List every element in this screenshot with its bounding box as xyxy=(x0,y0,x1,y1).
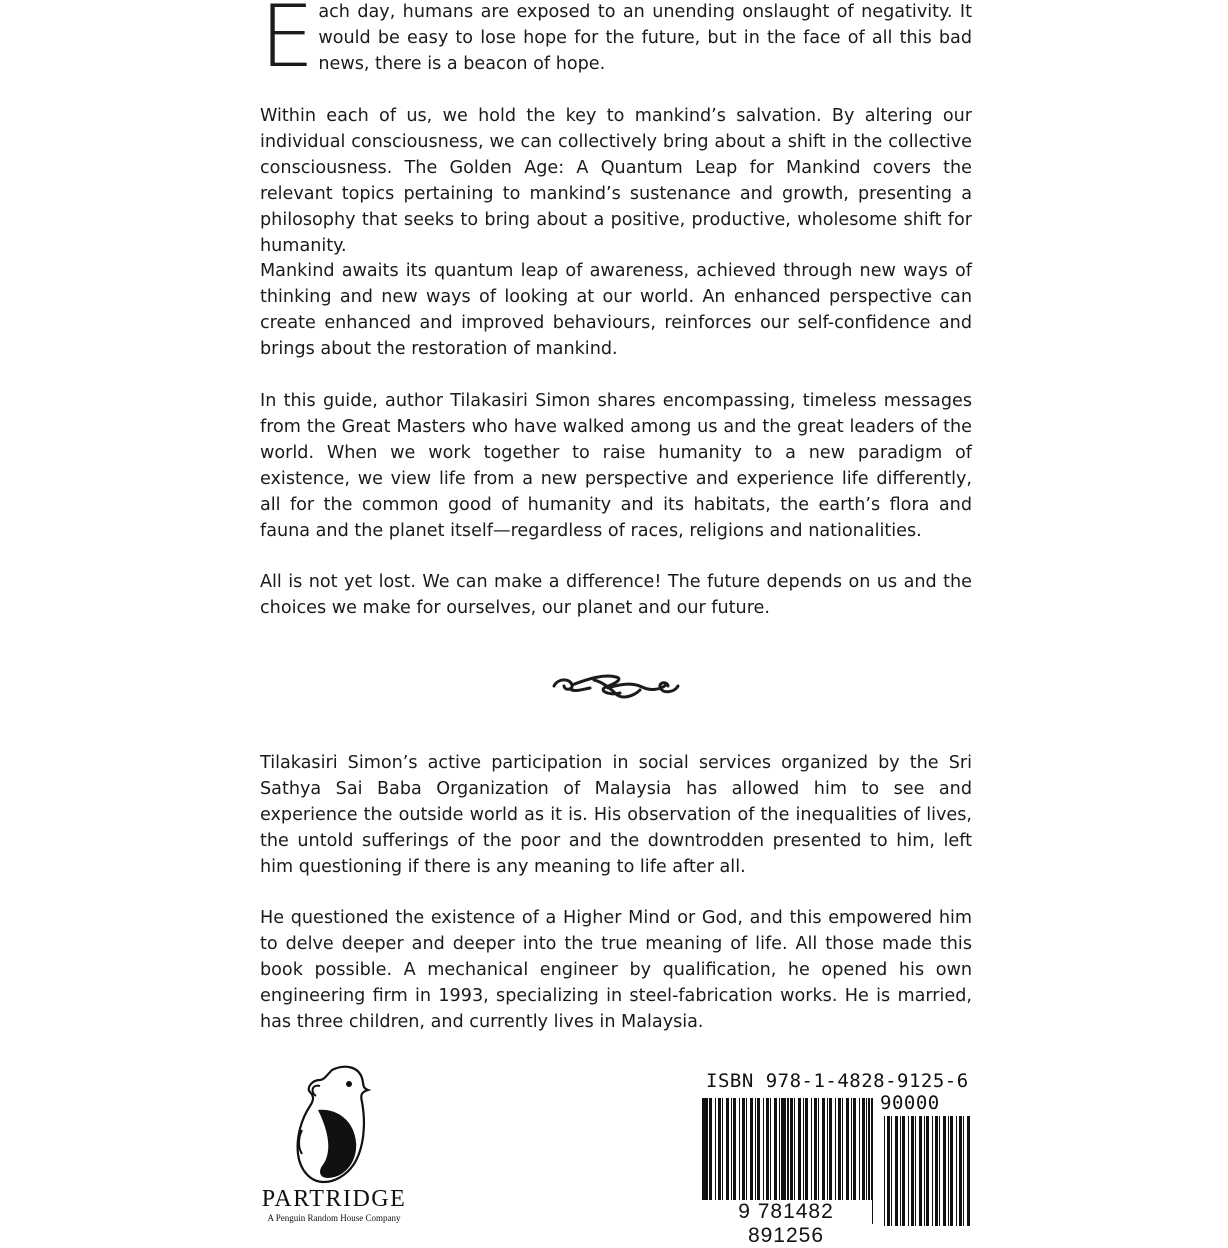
barcode-bar xyxy=(842,1098,843,1210)
barcode-bar xyxy=(774,1098,777,1210)
isbn-label: ISBN 978-1-4828-9125-6 xyxy=(706,1070,969,1092)
barcode-bar xyxy=(814,1098,817,1210)
ean-digits: 9 781482 891256 xyxy=(700,1200,872,1248)
barcode-bar xyxy=(709,1098,712,1210)
barcode-bar xyxy=(959,1116,962,1226)
barcode-bar xyxy=(838,1098,841,1210)
barcode-bar xyxy=(900,1116,901,1226)
barcode-bar xyxy=(935,1116,938,1226)
barcode-bar xyxy=(794,1098,795,1210)
barcode-bar xyxy=(963,1116,964,1226)
barcode-bar xyxy=(726,1098,729,1210)
barcode-bar xyxy=(866,1098,867,1210)
barcode-bar xyxy=(939,1116,940,1226)
blurb-paragraph-1-text: ach day, humans are exposed to an unending onslaught of negativity. It would be easy to lose hope for the future, but in the face of all this bad news, there is a beacon of hope. xyxy=(318,2,972,74)
barcode-bar xyxy=(932,1116,933,1226)
barcode-bar xyxy=(948,1116,949,1226)
barcode-bar xyxy=(891,1116,892,1226)
barcode-bar xyxy=(766,1098,769,1210)
drop-cap: E xyxy=(260,0,315,87)
barcode-bar xyxy=(919,1116,922,1226)
barcode-bar xyxy=(770,1098,771,1210)
barcode-bar xyxy=(757,1098,760,1210)
author-bio-paragraph-2: He questioned the existence of a Higher Mind or God, and this empowered him to delve deeper and deeper into the true meaning of life. All those made this book possible. A mechanical engineer by qualification, he opened his own engineering firm in 1993, specializing in steel-fabrication works. He is married, has three children, and currently lives in Malaysia. xyxy=(260,908,972,1032)
barcode-bar xyxy=(915,1116,916,1226)
barcode-bar xyxy=(902,1116,905,1226)
barcode-bar xyxy=(718,1098,721,1210)
barcode-bar xyxy=(746,1098,747,1210)
blurb-paragraph-2: Within each of us, we hold the key to mankind’s salvation. By altering our individual consciousness, we can collectively bring about a shift in the collective consciousness. The Golden Age: A Quantum Leap for Mankind covers the relevant topics pertaining to mankind’s sustenance and growth, presenting a philosophy that seeks to bring about a positive, productive, wholesome shift for humanity. xyxy=(260,106,972,256)
barcode-bar xyxy=(884,1116,885,1226)
barcode-bar xyxy=(755,1098,756,1210)
blurb-paragraph-5: All is not yet lost. We can make a difference! The future depends on us and the choices we make for ourselves, our planet and our future. xyxy=(260,572,972,618)
barcode-bar xyxy=(742,1098,745,1210)
barcode-bar xyxy=(818,1098,819,1210)
barcode-bar xyxy=(781,1098,784,1210)
barcode-bar xyxy=(739,1098,740,1210)
blurb-paragraph-1 xyxy=(260,0,972,87)
isbn-barcode xyxy=(698,1070,974,1247)
barcode-bar xyxy=(853,1098,856,1210)
barcode-bar xyxy=(805,1098,808,1210)
barcode-bar xyxy=(967,1116,970,1226)
barcode-bar xyxy=(835,1098,836,1210)
barcode-bar xyxy=(822,1098,825,1210)
barcode-bar xyxy=(731,1098,732,1210)
blurb-paragraph-4: In this guide, author Tilakasiri Simon shares encompassing, timeless messages from the Great Masters who have walked among us and the great leaders of the world. When we work together to raise humanity to a new paradigm of existence, we view life from a new perspective and experience life differently, all for the common good of humanity and its habitats, the earth’s flora and fauna and the planet itself—regardless of races, religions and nationalities. xyxy=(260,391,972,541)
barcode-bar xyxy=(750,1098,753,1210)
barcode-bar xyxy=(715,1098,716,1210)
barcode-bar xyxy=(859,1098,860,1210)
barcode-bar xyxy=(811,1098,812,1210)
barcode-bar xyxy=(779,1098,780,1210)
barcode-bar xyxy=(846,1098,849,1210)
barcode-bar xyxy=(851,1098,852,1210)
barcode-bar xyxy=(722,1098,723,1210)
blurb-paragraph-3: Mankind awaits its quantum leap of awareness, achieved through new ways of thinking and new ways of looking at our world. An enhanced perspective can create enhanced and improved behaviours, reinforces our self-confidence and brings about the restoration of mankind. xyxy=(260,261,972,359)
author-bio-paragraph-1: Tilakasiri Simon’s active participation in social services organized by the Sri Sathya Sai Baba Organization of Malaysia has allowed him to see and experience the outside world as it is. His observation of the inequalities of lives, the untold sufferings of the poor and the downtrodden presented to him, left him questioning if there is any meaning to life after all. xyxy=(260,753,972,877)
barcode-bar xyxy=(956,1116,957,1226)
barcode-bar xyxy=(908,1116,909,1226)
barcode-bar xyxy=(798,1098,801,1210)
barcode-bar xyxy=(829,1098,832,1210)
barcode-bar xyxy=(911,1116,914,1226)
barcode-bar xyxy=(895,1116,898,1226)
barcode-bar xyxy=(926,1116,929,1226)
publisher-logo xyxy=(256,1062,412,1228)
bird-logo-icon xyxy=(292,1062,374,1186)
barcode-bar xyxy=(803,1098,804,1210)
barcode-bar xyxy=(950,1116,953,1226)
flourish-divider-icon xyxy=(550,666,682,706)
barcode-bar xyxy=(707,1098,708,1210)
barcode-bar xyxy=(827,1098,828,1210)
barcode-bar xyxy=(733,1098,736,1210)
barcode-bar xyxy=(943,1116,946,1226)
publisher-tagline: A Penguin Random House Company xyxy=(267,1213,401,1223)
barcode-bar xyxy=(763,1098,764,1210)
price-addon-code: 90000 xyxy=(880,1092,940,1114)
barcode-bar xyxy=(790,1098,793,1210)
barcode-bar xyxy=(862,1098,865,1210)
barcode-bar xyxy=(924,1116,925,1226)
publisher-name: PARTRIDGE xyxy=(261,1186,407,1212)
barcode-bar xyxy=(887,1116,890,1226)
